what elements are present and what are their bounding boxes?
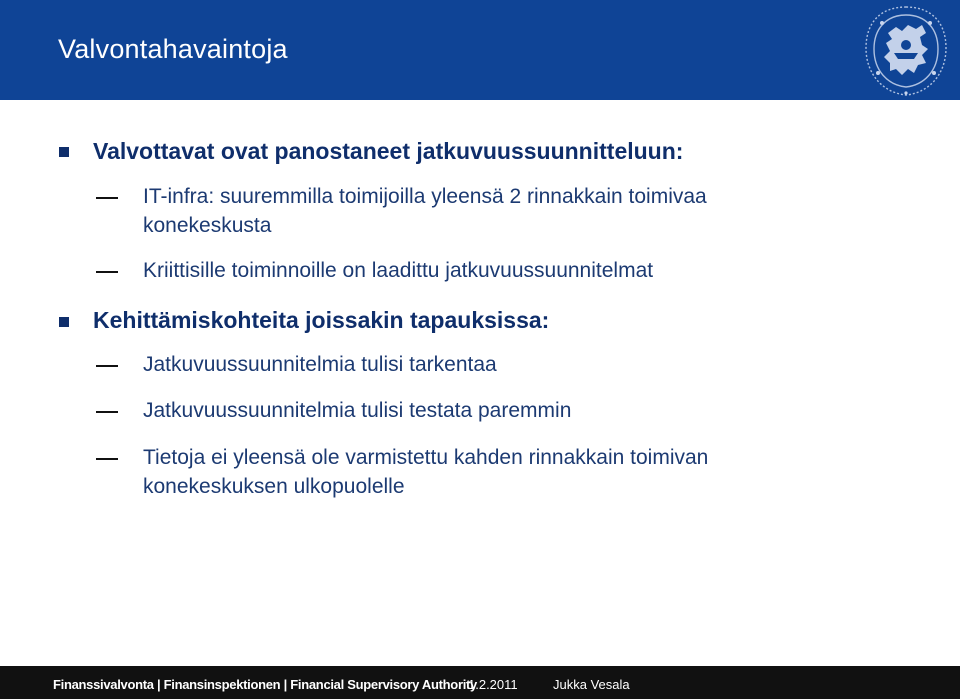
sub-bullet — [143, 443, 843, 501]
slide-footer — [0, 666, 960, 699]
dash-icon — [96, 365, 118, 367]
dash-icon — [96, 458, 118, 460]
sub-bullet-line: konekeskuksen ulkopuolelle — [143, 475, 405, 498]
bullet-square-icon — [59, 317, 69, 327]
sub-bullet-line: IT-infra: suuremmilla toimijoilla yleensä 2 rinnakkain toimivaa — [143, 185, 707, 208]
slide-title: Valvontahavaintoja — [58, 34, 288, 64]
sub-bullet-line: Jatkuvuussuunnitelmia tulisi tarkentaa — [143, 353, 497, 376]
sub-bullet — [143, 350, 843, 379]
sub-bullet-line: Tietoja ei yleensä ole varmistettu kahden rinnakkain toimivan — [143, 446, 709, 469]
bullet-heading: Kehittämiskohteita joissakin tapauksissa: — [93, 307, 550, 333]
sub-bullet — [143, 182, 843, 240]
sub-bullet — [143, 256, 843, 285]
sub-bullet-line: Jatkuvuussuunnitelmia tulisi testata paremmin — [143, 399, 572, 422]
bullet-square-icon — [59, 147, 69, 157]
bullet-heading: Valvottavat ovat panostaneet jatkuvuussuunnitteluun: — [93, 138, 684, 164]
dash-icon — [96, 197, 118, 199]
sub-bullet — [143, 396, 843, 425]
dash-icon — [96, 411, 118, 413]
footer-author: Jukka Vesala — [553, 677, 630, 692]
sub-bullet-line: Kriittisille toiminnoille on laadittu jatkuvuussuunnitelmat — [143, 259, 654, 282]
dash-icon — [96, 271, 118, 273]
footer-date: 1.2.2011 — [468, 677, 518, 692]
footer-organization: Finanssivalvonta | Finansinspektionen | Financial Supervisory Authority — [53, 677, 477, 692]
sub-bullet-line: konekeskusta — [143, 214, 272, 237]
